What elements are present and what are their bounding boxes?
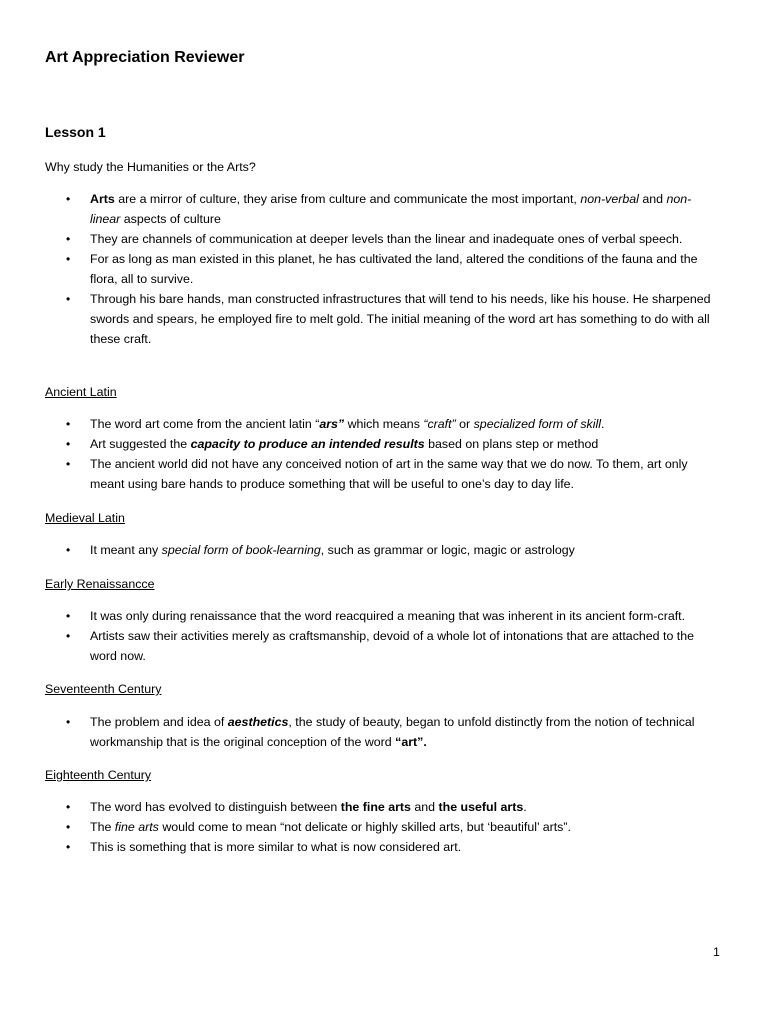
text-run: aspects of culture <box>120 212 221 226</box>
bullet-icon: • <box>66 800 71 814</box>
bullet-icon: • <box>66 252 71 266</box>
text-run: non-linear <box>90 192 692 226</box>
text-run: aesthetics <box>227 715 289 729</box>
text-run: . <box>601 417 605 431</box>
section-heading-eighteenth-century: Eighteenth Century <box>45 768 152 782</box>
text-run: It meant any <box>90 543 162 557</box>
text-run: . <box>523 800 527 814</box>
section-heading-early-renaissance: Early Renaissancce <box>45 577 155 591</box>
list-item <box>45 712 717 752</box>
text-run: are a mirror of culture, they arise from culture and communicate the most important, <box>114 192 581 206</box>
bullet-icon: • <box>66 457 71 471</box>
list-item <box>45 434 717 454</box>
list-item-text <box>90 820 571 834</box>
bullet-icon: • <box>66 609 71 623</box>
list-item <box>45 817 717 837</box>
list-item <box>45 837 717 857</box>
list-item <box>45 454 717 494</box>
list-item <box>45 626 717 666</box>
text-run: It was only during renaissance that the word reacquired a meaning that was inherent in its ancient form-craft. <box>90 609 686 623</box>
list-item <box>45 606 717 626</box>
text-run: Art suggested the <box>90 437 191 451</box>
list-item <box>45 249 717 289</box>
text-run: capacity to produce an intended results <box>190 437 425 451</box>
ancient-latin-bullet-list <box>45 414 717 494</box>
text-run: The problem and idea of <box>90 715 228 729</box>
list-item-text <box>90 457 688 491</box>
bullet-icon: • <box>66 232 71 246</box>
list-item-text <box>90 252 698 286</box>
text-run: special form of book-learning <box>161 543 321 557</box>
eighteenth-century-bullet-list <box>45 797 717 857</box>
list-item-text <box>90 543 575 557</box>
text-run: Artists saw their activities merely as craftsmanship, devoid of a whole lot of intonations that are attached to the word now. <box>90 629 695 663</box>
medieval-latin-bullet-list <box>45 540 717 560</box>
list-item-text <box>90 629 694 663</box>
list-item <box>45 229 717 249</box>
text-run: They are channels of communication at deeper levels than the linear and inadequate ones of verbal speech. <box>90 232 683 246</box>
text-run: fine arts <box>114 820 159 834</box>
text-run: The <box>90 820 115 834</box>
list-item-text <box>90 232 682 246</box>
list-item-text <box>90 840 461 854</box>
early-renaissance-bullet-list <box>45 606 717 666</box>
bullet-icon: • <box>66 629 71 643</box>
list-item-text <box>90 437 598 451</box>
text-run: Through his bare hands, man constructed infrastructures that will tend to his needs, like his house. He sharpened swords and spears, he employed fire to melt gold. The initial meaning of the word art has something to do with all these craft. <box>90 292 711 346</box>
seventeenth-century-bullet-list <box>45 712 717 752</box>
text-run: non-verbal <box>580 192 639 206</box>
intro-bullet-list <box>45 189 717 349</box>
text-run: “art”. <box>395 735 427 749</box>
page-number: 1 <box>713 945 720 959</box>
text-run: specialized form of skill <box>473 417 602 431</box>
list-item <box>45 189 717 229</box>
text-run: based on plans step or method <box>424 437 599 451</box>
list-item <box>45 289 717 349</box>
text-run: This is something that is more similar to what is now considered art. <box>90 840 462 854</box>
section-heading-seventeenth-century: Seventeenth Century <box>45 682 162 696</box>
list-item-text <box>90 192 691 226</box>
list-item-text <box>90 609 685 623</box>
bullet-icon: • <box>66 543 71 557</box>
list-item-text <box>90 715 695 749</box>
section-heading-medieval-latin: Medieval Latin <box>45 511 125 525</box>
text-run: ars” <box>319 417 345 431</box>
list-item <box>45 414 717 434</box>
list-item <box>45 797 717 817</box>
text-run: or <box>455 417 474 431</box>
text-run: , the study of beauty, began to unfold distinctly from the notion of technical workmanship that is the original conception of the word <box>90 715 695 749</box>
text-run: Arts <box>90 192 115 206</box>
text-run: The word art come from the ancient latin “ <box>90 417 320 431</box>
list-item-text <box>90 292 711 346</box>
text-run: would come to mean “not delicate or highly skilled arts, but ‘beautiful’ arts”. <box>158 820 571 834</box>
text-run: For as long as man existed in this planet, he has cultivated the land, altered the conditions of the fauna and the flora, all to survive. <box>90 252 698 286</box>
list-item-text <box>90 417 604 431</box>
text-run: and <box>410 800 439 814</box>
text-run: and <box>638 192 667 206</box>
list-item-text <box>90 800 527 814</box>
bullet-icon: • <box>66 417 71 431</box>
intro-question: Why study the Humanities or the Arts? <box>45 160 256 174</box>
bullet-icon: • <box>66 192 71 206</box>
bullet-icon: • <box>66 292 71 306</box>
bullet-icon: • <box>66 820 71 834</box>
text-run: The ancient world did not have any conceived notion of art in the same way that we do now. To them, art only meant using bare hands to produce something that will be useful to one’s day to day life. <box>90 457 688 491</box>
text-run: “craft” <box>423 417 456 431</box>
text-run: the useful arts <box>438 800 524 814</box>
text-run: The word has evolved to distinguish between <box>90 800 341 814</box>
text-run: which means <box>344 417 424 431</box>
list-item <box>45 540 717 560</box>
lesson-heading: Lesson 1 <box>45 124 106 140</box>
bullet-icon: • <box>66 715 71 729</box>
text-run: the fine arts <box>340 800 411 814</box>
bullet-icon: • <box>66 840 71 854</box>
text-run: , such as grammar or logic, magic or astrology <box>320 543 575 557</box>
section-heading-ancient-latin: Ancient Latin <box>45 385 117 399</box>
bullet-icon: • <box>66 437 71 451</box>
document-title: Art Appreciation Reviewer <box>45 49 245 66</box>
